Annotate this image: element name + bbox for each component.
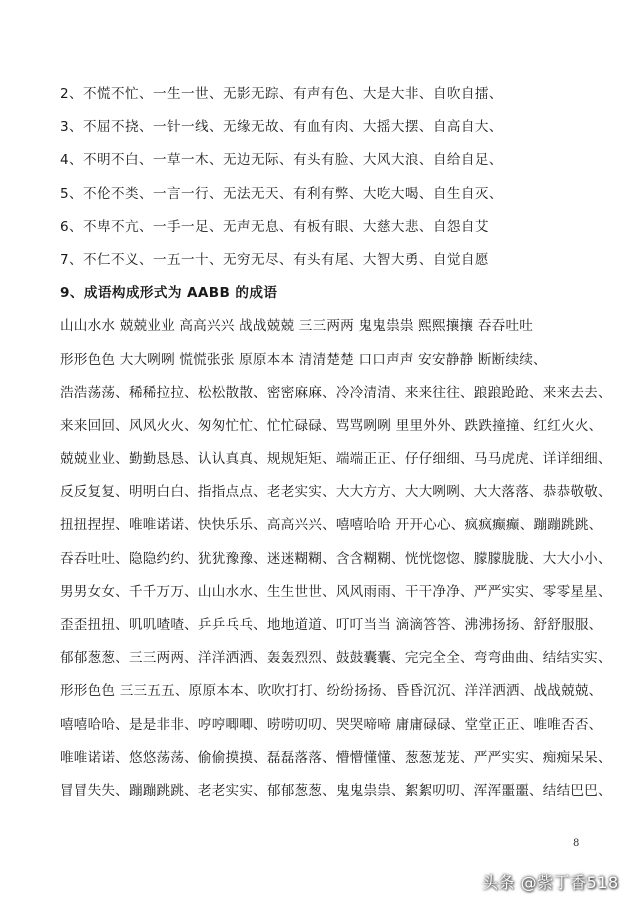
watermark: 头条 @紫丁香518 bbox=[482, 873, 619, 892]
text-line: 歪歪扭扭、叽叽喳喳、乒乒乓乓、地地道道、叮叮当当 滴滴答答、沸沸扬扬、舒舒服服、 bbox=[60, 617, 603, 633]
text-line: 郁郁葱葱、三三两两、洋洋洒洒、轰轰烈烈、鼓鼓囊囊、完完全全、弯弯曲曲、结结实实、 bbox=[60, 650, 612, 667]
text-line: 3、不屈不挠、一针一线、无缘无故、有血有肉、大摇大摆、自高自大、 bbox=[60, 119, 503, 136]
text-line: 来来回回、风风火火、匆匆忙忙、忙忙碌碌、骂骂咧咧 里里外外、跌跌撞撞、红红火火、 bbox=[60, 417, 603, 434]
text-line: 冒冒失失、蹦蹦跳跳、老老实实、郁郁葱葱、鬼鬼祟祟、絮絮叨叨、浑浑噩噩、结结巴巴、 bbox=[60, 782, 612, 799]
text-line: 7、不仁不义、一五一十、无穷无尽、有头有尾、大智大勇、自觉自愿 bbox=[60, 251, 489, 268]
text-line: 形形色色 大大咧咧 慌慌张张 原原本本 清清楚楚 口口声声 安安静静 断断续续、 bbox=[60, 351, 547, 368]
text-line: 兢兢业业、勤勤恳恳、认认真真、规规矩矩、端端正正、仔仔细细、马马虎虎、详详细细、 bbox=[60, 451, 612, 468]
text-line: 反反复复、明明白白、指指点点、老老实实、大大方方、大大咧咧、大大落落、恭恭敬敬、 bbox=[60, 484, 612, 501]
text-line: 2、不慌不忙、一生一世、无影无踪、有声有色、大是大非、自吹自擂、 bbox=[60, 86, 503, 102]
section-heading: 9、成语构成形式为 AABB 的成语 bbox=[60, 285, 278, 302]
text-line: 吞吞吐吐、隐隐约约、犹犹豫豫、迷迷糊糊、含含糊糊、恍恍惚惚、朦朦胧胧、大大小小、 bbox=[60, 550, 612, 567]
text-line: 浩浩荡荡、稀稀拉拉、松松散散、密密麻麻、冷冷清清、来来往往、踉踉跄跄、来来去去、 bbox=[60, 384, 612, 401]
text-line: 形形色色 三三五五、原原本本、吹吹打打、纷纷扬扬、昏昏沉沉、洋洋洒洒、战战兢兢、 bbox=[60, 683, 603, 700]
text-line: 唯唯诺诺、悠悠荡荡、偷偷摸摸、磊磊落落、懵懵懂懂、葱葱茏茏、严严实实、痴痴呆呆、 bbox=[60, 749, 612, 766]
page-number: 8 bbox=[573, 838, 580, 849]
text-line: 5、不伦不类、一言一行、无法无天、有利有弊、大吃大喝、自生自灭、 bbox=[60, 185, 503, 202]
text-line: 4、不明不白、一草一木、无边无际、有头有脸、大风大浪、自给自足、 bbox=[60, 152, 503, 169]
text-line: 6、不卑不亢、一手一足、无声无息、有板有眼、大慈大悲、自怨自艾 bbox=[60, 218, 489, 235]
text-line: 嘻嘻哈哈、是是非非、哼哼唧唧、唠唠叨叨、哭哭啼啼 庸庸碌碌、堂堂正正、唯唯否否、 bbox=[60, 716, 603, 733]
document-body bbox=[60, 78, 620, 808]
text-line: 男男女女、千千万万、山山水水、生生世世、风风雨雨、干干净净、严严实实、零零星星、 bbox=[60, 583, 612, 600]
text-line: 山山水水 兢兢业业 高高兴兴 战战兢兢 三三两两 鬼鬼祟祟 熙熙攘攘 吞吞吐吐 bbox=[60, 318, 534, 335]
text-line: 扭扭捏捏、唯唯诺诺、快快乐乐、高高兴兴、嘻嘻哈哈 开开心心、疯疯癫癫、蹦蹦跳跳、 bbox=[60, 517, 603, 534]
